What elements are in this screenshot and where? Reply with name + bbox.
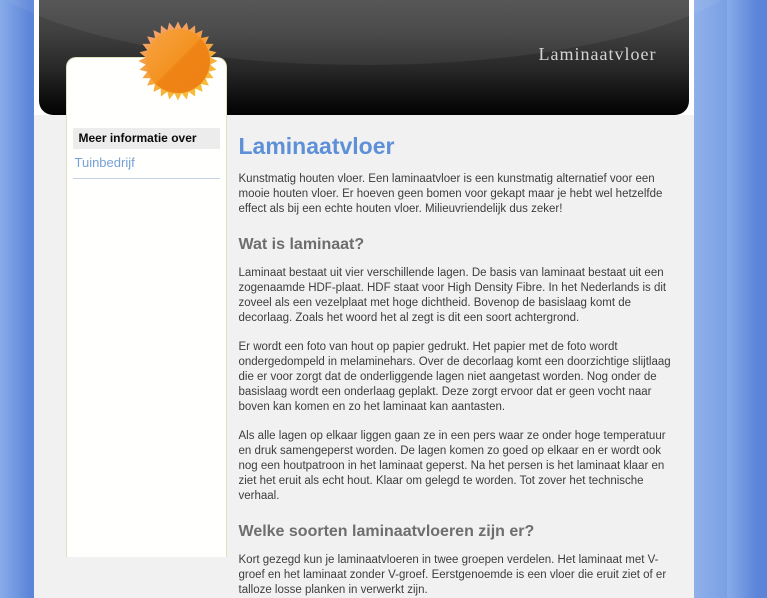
sidebar-menu-title: Meer informatie over — [73, 128, 220, 149]
paragraph: Kort gezegd kun je laminaatvloeren in twee groepen verdelen. Het laminaat met V-groef en het laminaat zonder V-groef. Eerstgenoemde is een vloer die eruit ziet of er talloze losse planken in verwerkt zijn. — [238, 554, 667, 596]
sidebar — [66, 57, 227, 557]
page-wrapper — [34, 0, 694, 596]
section-heading-wat-is-laminaat: Wat is laminaat? — [238, 236, 365, 253]
intro-paragraph: Kunstmatig houten vloer. Een laminaatvloer is een kunstmatig alternatief voor een mooie houten vloer. Er hoeven geen bomen voor gekapt maar je hebt wel hetzelfde effect als bij een echte houten vloer. Milieuvriendelijk dus zeker! — [238, 173, 663, 215]
site-title: Laminaatvloer — [538, 44, 657, 64]
section-heading-welke-soorten: Welke soorten laminaatvloeren zijn er? — [238, 523, 535, 540]
sidebar-link-tuinbedrijf[interactable]: Tuinbedrijf — [74, 155, 135, 170]
paragraph: Er wordt een foto van hout op papier gedrukt. Het papier met de foto wordt ondergedompeld in melaminehars. Over de decorlaag komt een doorzichtige slijtlaag die er voor zorgt dat de onderliggende lagen niet aangetast worden. Nog onder de basislaag wordt een onderlaag geplakt. Deze zorgt ervoor dat er geen vocht naar boven kan komen en zo het laminaat kan aantasten. — [238, 341, 671, 413]
starburst-badge-icon — [138, 21, 218, 101]
paragraph: Laminaat bestaat uit vier verschillende lagen. De basis van laminaat bestaat uit een zogenaamde HDF-plaat. HDF staat voor High Density Fibre. In het Nederlands is dit zoveel als een vezelplaat met hoge dichtheid. Bovenop de basislaag komt de decorlaag. Zoals het woord het al zegt is dit een soort achtergrond. — [238, 267, 667, 324]
main-article — [239, 115, 694, 598]
sidebar-menu-links — [73, 149, 220, 179]
paragraph: Als alle lagen op elkaar liggen gaan ze in een pers waar ze onder hoge temperatuur en druk samengeperst worden. De lagen komen zo goed op elkaar en er wordt ook nog een houtpatroon in het laminaat geperst. Na het persen is het laminaat klaar en ziet het eruit als echt hout. Klaar om gelegd te worden. Tot zover het technische verhaal. — [238, 430, 666, 502]
badge-starburst — [138, 21, 218, 101]
page-title: Laminaatvloer — [238, 133, 395, 159]
